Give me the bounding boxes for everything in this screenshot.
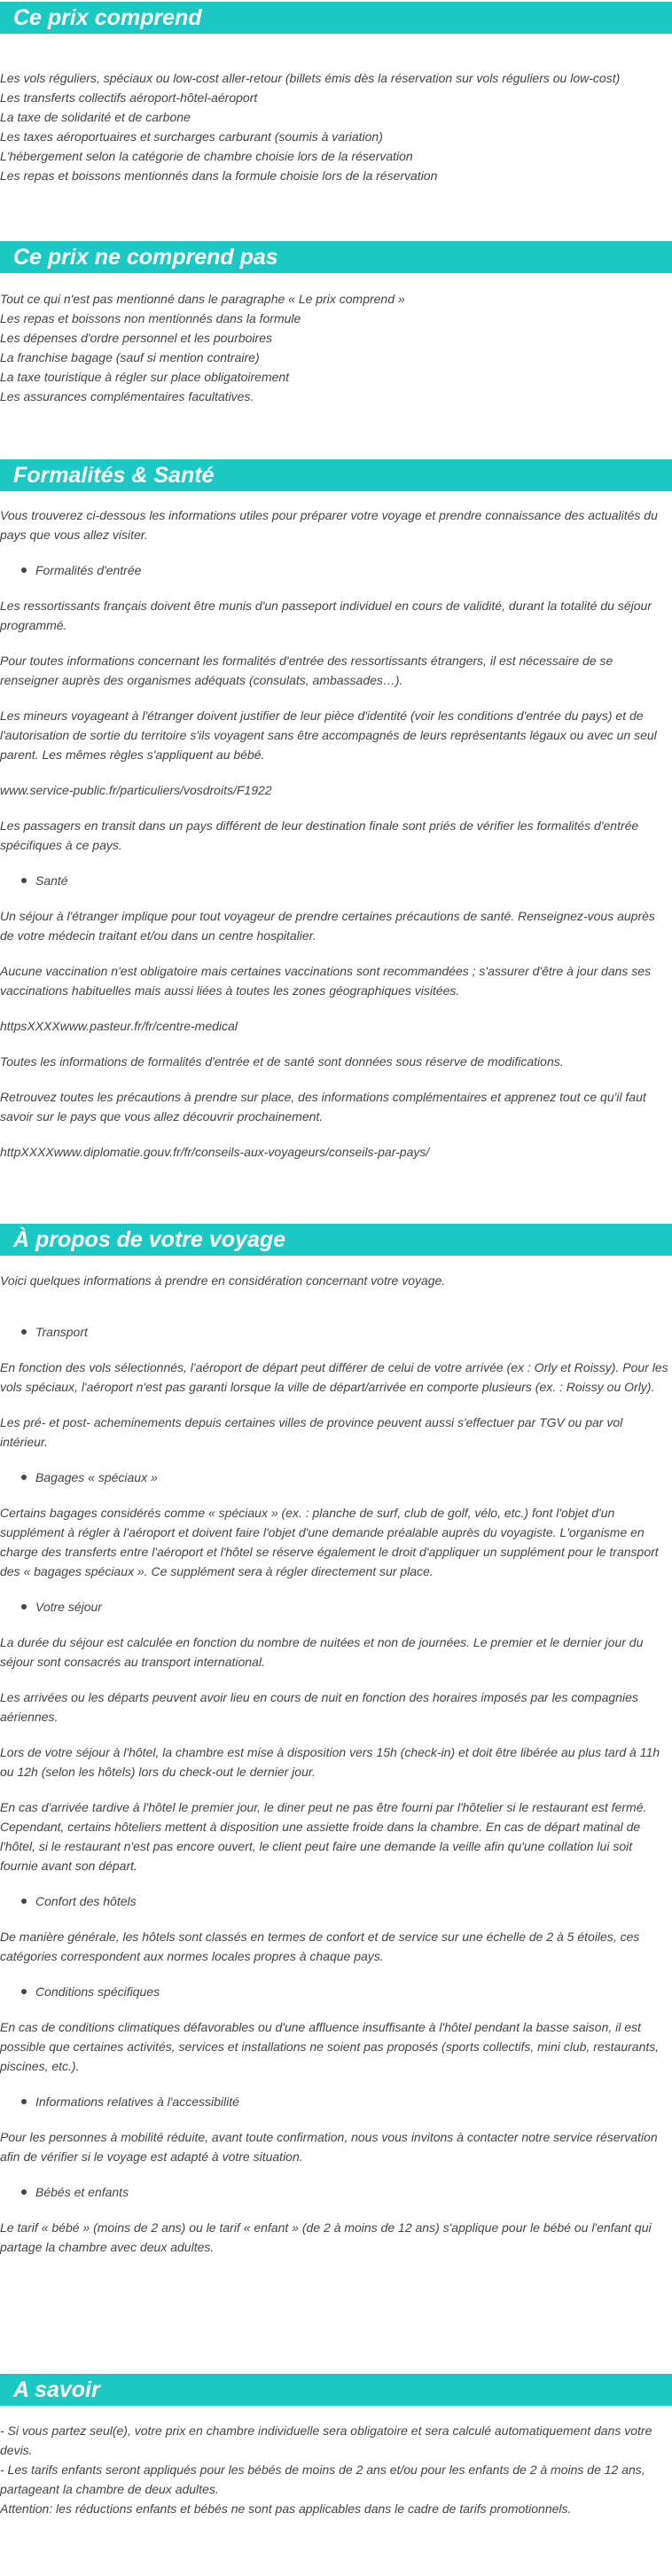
asavoir-line: - Les tarifs enfants seront appliqués pour les bébés de moins de 2 ans et/ou pour les enfants de 2 à moins de 12 ans, partageant la chambre de deux adultes. [0,2462,645,2496]
apropos-paragraph: Pour les personnes à mobilité réduite, avant toute confirmation, nous vous invitons à contacter notre service réservation afin de vérifier si le voyage est adapté à votre situation. [0,2130,658,2164]
apropos-paragraph: En cas d'arrivée tardive à l'hôtel le premier jour, le diner peut ne pas être fourni par l'hôtelier si le restaurant est fermé. Cependant, certains hôteliers mettent à disposition une assiette froide dans la chambre. En cas de départ matinal de l'hôtel, si le restaurant n'est pas encore ouvert, le client peut faire une demande la veille afin qu'une collation lui soit fournie avant son départ. [0,1800,647,1873]
formalites-paragraph: Les passagers en transit dans un pays différent de leur destination finale sont priés de vérifier les formalités d'entrée spécifiques à ce pays. [0,818,639,852]
formalites-paragraph: Aucune vaccination n'est obligatoire mais certaines vaccinations sont recommandées ; s'assurer d'être à jour dans ses vaccinations habituelles mais aussi liées à toutes les zones géographiques visitées. [0,964,652,998]
section-header-apropos: À propos de votre voyage [0,1224,672,1256]
non-inclus-line: Les dépenses d'ordre personnel et les pourboires [0,331,272,345]
non-inclus-line: Les repas et boissons non mentionnés dans la formule [0,311,301,325]
asavoir-line: Attention: les réductions enfants et bébés ne sont pas applicables dans le cadre de tarifs promotionnels. [0,2502,572,2516]
apropos-paragraph: La durée du séjour est calculée en fonction du nombre de nuitées et non de journées. Le premier et le dernier jour du séjour sont consacrés au transport international. [0,1635,644,1669]
formalites-paragraph: Toutes les informations de formalités d'entrée et de santé sont données sous réserve de modifications. [0,1054,564,1069]
formalites-paragraph: Pour toutes informations concernant les formalités d'entrée des ressortissants étrangers, il est nécessaire de se renseigner auprès des organismes adéquats (consulats, ambassades…). [0,654,613,687]
apropos-paragraph: Les arrivées ou les départs peuvent avoir lieu en cours de nuit en fonction des horaires imposés par les compagnies aériennes. [0,1690,638,1724]
inclus-line: L'hébergement selon la catégorie de chambre choisie lors de la réservation [0,149,413,163]
formalites-paragraph: Retrouvez toutes les précautions à prendre sur place, des informations complémentaires et apprenez tout ce qu'il faut savoir sur le pays que vous allez découvrir prochainement. [0,1090,646,1124]
section-header-asavoir: A savoir [0,2374,672,2406]
apropos-content [0,1271,670,2257]
section-header-formalites: Formalités & Santé [0,459,672,491]
non-inclus-line: Les assurances complémentaires facultatives. [0,389,254,403]
non-inclus-list [0,289,670,406]
apropos-bullet-conditions: Conditions spécifiques [0,1982,670,2001]
apropos-bullet-transport: Transport [0,1322,670,1342]
formalites-link-pasteur: httpsXXXXwww.pasteur.fr/fr/centre-medical [0,1019,238,1033]
apropos-bullet-sejour: Votre séjour [0,1597,670,1617]
formalites-paragraph: Les mineurs voyageant à l'étranger doivent justifier de leur pièce d'identité (voir les conditions d'entrée du pays) et de l'autorisation de sortie du territoire s'ils voyagent sans être accompagnés de leurs représentants légaux ou avec un seul parent. Les mêmes règles s'appliquent au bébé. [0,709,657,762]
formalites-link-service-public: www.service-public.fr/particuliers/vosdroits/F1922 [0,783,272,797]
apropos-bullet-bebes: Bébés et enfants [0,2182,670,2202]
inclus-line: Les taxes aéroportuaires et surcharges carburant (soumis à variation) [0,129,383,144]
apropos-paragraph: De manière générale, les hôtels sont classés en termes de confort et de service sur une échelle de 2 à 5 étoiles, ces catégories correspondent aux normes locales propres à chaque pays. [0,1930,640,1963]
apropos-paragraph: Lors de votre séjour à l'hôtel, la chambre est mise à disposition vers 15h (check-in) et doit être libérée au plus tard à 11h ou 12h (selon les hôtels) lors du check-out le dernier jour. [0,1745,660,1779]
inclus-list [0,68,670,185]
inclus-line: Les vols réguliers, spéciaux ou low-cost aller-retour (billets émis dès la réservation sur vols réguliers ou low-cost) [0,71,621,85]
formalites-content [0,505,670,1162]
apropos-paragraph: Le tarif « bébé » (moins de 2 ans) ou le tarif « enfant » (de 2 à moins de 12 ans) s'applique pour le bébé ou l'enfant qui partage la chambre avec deux adultes. [0,2220,652,2254]
apropos-paragraph: En cas de conditions climatiques défavorables ou d'une affluence insuffisante à l'hôtel pendant la basse saison, il est possible que certaines activités, services et installations ne soient pas proposés (sports collectifs, mini club, restaurants, piscines, etc.). [0,2020,660,2073]
formalites-bullet-entree: Formalités d'entrée [0,560,670,580]
formalites-intro: Vous trouverez ci-dessous les informations utiles pour préparer votre voyage et prendre connaissance des actualités du pays que vous allez visiter. [0,508,658,542]
apropos-paragraph: Les pré- et post- acheminements depuis certaines villes de province peuvent aussi s'effectuer par TGV ou par vol intérieur. [0,1415,623,1449]
section-header-non-inclus: Ce prix ne comprend pas [0,241,672,273]
formalites-paragraph: Un séjour à l'étranger implique pour tout voyageur de prendre certaines précautions de santé. Renseignez-vous auprès de votre médecin traitant et/ou dans un centre hospitalier. [0,909,655,943]
inclus-line: La taxe de solidarité et de carbone [0,110,191,124]
apropos-bullet-accessibilite: Informations relatives à l'accessibilité [0,2092,670,2111]
non-inclus-line: La franchise bagage (sauf si mention contraire) [0,350,260,364]
non-inclus-line: Tout ce qui n'est pas mentionné dans le paragraphe « Le prix comprend » [0,292,405,306]
apropos-paragraph: Certains bagages considérés comme « spéciaux » (ex. : planche de surf, club de golf, vélo, etc.) font l'objet d'un supplément à régler à l'aéroport et doivent faire l'objet d'une demande préalable auprès du voyagiste. L'organisme en charge des transferts entre l'aéroport et l'hôtel se réserve également le droit d'appliquer un supplément pour le transport des « bagages spéciaux ». Ce supplément sera à régler directement sur place. [0,1506,659,1578]
non-inclus-line: La taxe touristique à régler sur place obligatoirement [0,370,290,384]
apropos-bullet-bagages: Bagages « spéciaux » [0,1468,670,1487]
asavoir-line: - Si vous partez seul(e), votre prix en chambre individuelle sera obligatoire et sera calculé automatiquement dans votre devis. [0,2423,652,2457]
apropos-intro: Voici quelques informations à prendre en considération concernant votre voyage. [0,1273,446,1288]
formalites-paragraph: Les ressortissants français doivent être munis d'un passeport individuel en cours de validité, durant la totalité du séjour programmé. [0,599,652,632]
inclus-line: Les transferts collectifs aéroport-hôtel-aéroport [0,90,258,105]
inclus-line: Les repas et boissons mentionnés dans la formule choisie lors de la réservation [0,168,438,183]
section-header-inclus: Ce prix comprend [0,2,672,34]
asavoir-list [0,2421,670,2518]
formalites-link-diplomatie: httpXXXXwww.diplomatie.gouv.fr/fr/conseils-aux-voyageurs/conseils-par-pays/ [0,1145,430,1159]
apropos-paragraph: En fonction des vols sélectionnés, l'aéroport de départ peut différer de celui de votre arrivée (ex : Orly et Roissy). Pour les vols spéciaux, l'aéroport n'est pas garanti lorsque la ville de départ/arrivée en comporte plusieurs (ex. : Roissy ou Orly). [0,1360,668,1394]
apropos-bullet-confort: Confort des hôtels [0,1891,670,1911]
formalites-bullet-sante: Santé [0,871,670,890]
